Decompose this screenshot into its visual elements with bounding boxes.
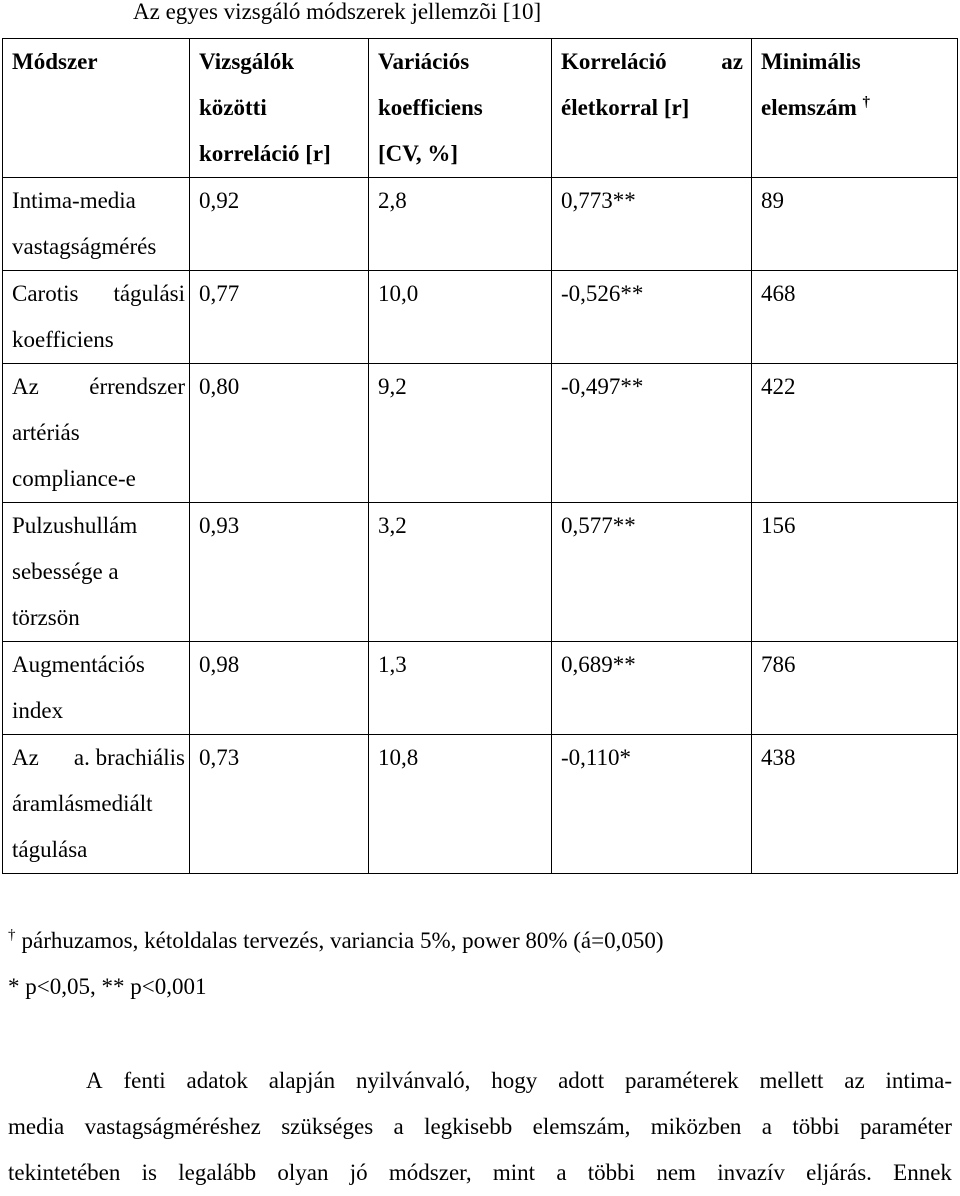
cell-variation-coefficient: 10,0 <box>369 271 552 364</box>
header-line: közötti <box>199 95 267 120</box>
cell-method <box>3 364 190 503</box>
table-caption: Az egyes vizsgáló módszerek jellemzõi [10] <box>133 0 542 24</box>
header-line: Vizsgálók <box>199 49 294 74</box>
header-age-correlation <box>552 39 752 178</box>
cell-inter-rater-correlation: 0,73 <box>190 735 369 874</box>
cell-variation-coefficient: 10,8 <box>369 735 552 874</box>
cell-inter-rater-correlation: 0,77 <box>190 271 369 364</box>
cell-inter-rater-correlation: 0,80 <box>190 364 369 503</box>
cell-min-sample-size: 438 <box>752 735 958 874</box>
cell-inter-rater-correlation: 0,93 <box>190 503 369 642</box>
header-line: [CV, %] <box>378 141 459 166</box>
cell-age-correlation: -0,110* <box>552 735 752 874</box>
cell-age-correlation: 0,577** <box>552 503 752 642</box>
method-line: koefficiens <box>12 327 114 352</box>
cell-age-correlation: 0,689** <box>552 642 752 735</box>
method-line: tágulása <box>12 837 88 862</box>
cell-method <box>3 735 190 874</box>
header-min-sample-size <box>752 39 958 178</box>
method-line: index <box>12 698 64 723</box>
cell-variation-coefficient: 1,3 <box>369 642 552 735</box>
cell-min-sample-size: 89 <box>752 178 958 271</box>
cell-age-correlation: -0,497** <box>552 364 752 503</box>
header-method <box>3 39 190 178</box>
method-line: Az a. brachiális <box>12 745 185 770</box>
header-line: Korreláció <box>561 49 667 74</box>
footnotes <box>8 918 664 1010</box>
paragraph-line: media vastagságméréshez szükséges a legkisebb elemszám, miközben a többi paraméter <box>8 1114 952 1139</box>
methods-table <box>2 38 958 874</box>
dagger-icon: † <box>8 927 16 944</box>
paragraph-line: A fenti adatok alapján nyilvánvaló, hogy adott paraméterek mellett az intima- <box>86 1068 952 1093</box>
header-line: koefficiens <box>378 95 483 120</box>
paragraph-line: tekintetében is legalább olyan jó módszer, mint a többi nem invazív eljárás. Ennek <box>8 1160 952 1185</box>
method-line: Az érrendszer <box>12 374 185 399</box>
cell-variation-coefficient: 3,2 <box>369 503 552 642</box>
header-line-text: elemszám <box>761 95 857 120</box>
method-line: Intima-media <box>12 188 136 213</box>
header-variation-coefficient <box>369 39 552 178</box>
dagger-footnote-text: párhuzamos, kétoldalas tervezés, variancia 5%, power 80% (á=0,050) <box>21 928 664 953</box>
method-line: Pulzushullám <box>12 513 138 538</box>
cell-variation-coefficient: 2,8 <box>369 178 552 271</box>
method-line: törzsön <box>12 605 80 630</box>
method-line: Carotis tágulási <box>12 281 185 306</box>
method-line: compliance-e <box>12 466 136 491</box>
cell-method <box>3 271 190 364</box>
method-line: artériás <box>12 420 80 445</box>
cell-age-correlation: -0,526** <box>552 271 752 364</box>
header-line <box>761 85 957 131</box>
method-line: vastagságmérés <box>12 234 157 259</box>
cell-inter-rater-correlation: 0,92 <box>190 178 369 271</box>
dagger-icon: † <box>862 94 871 111</box>
method-line: sebessége a <box>12 559 119 584</box>
method-line: Augmentációs <box>12 652 145 677</box>
cell-min-sample-size: 156 <box>752 503 958 642</box>
table-header-row <box>3 39 958 178</box>
header-line: az <box>721 49 743 74</box>
table-row <box>3 271 958 364</box>
methods-table-body <box>3 39 958 874</box>
cell-age-correlation: 0,773** <box>552 178 752 271</box>
cell-variation-coefficient: 9,2 <box>369 364 552 503</box>
header-line: életkorral [r] <box>561 95 690 120</box>
cell-method <box>3 642 190 735</box>
significance-footnote: * p<0,05, ** p<0,001 <box>8 974 207 999</box>
header-line-justified <box>561 39 751 85</box>
dagger-footnote <box>8 918 664 964</box>
header-line: Minimális <box>761 49 861 74</box>
table-row <box>3 642 958 735</box>
header-line: korreláció [r] <box>199 141 331 166</box>
method-line: áramlásmediált <box>12 791 153 816</box>
cell-method <box>3 178 190 271</box>
body-paragraph <box>8 1058 952 1196</box>
header-line: Variációs <box>378 49 470 74</box>
table-row <box>3 503 958 642</box>
cell-method <box>3 503 190 642</box>
table-row <box>3 178 958 271</box>
table-row <box>3 735 958 874</box>
cell-inter-rater-correlation: 0,98 <box>190 642 369 735</box>
table-row <box>3 364 958 503</box>
cell-min-sample-size: 422 <box>752 364 958 503</box>
header-line: Módszer <box>12 49 98 74</box>
cell-min-sample-size: 786 <box>752 642 958 735</box>
cell-min-sample-size: 468 <box>752 271 958 364</box>
header-inter-rater-correlation <box>190 39 369 178</box>
